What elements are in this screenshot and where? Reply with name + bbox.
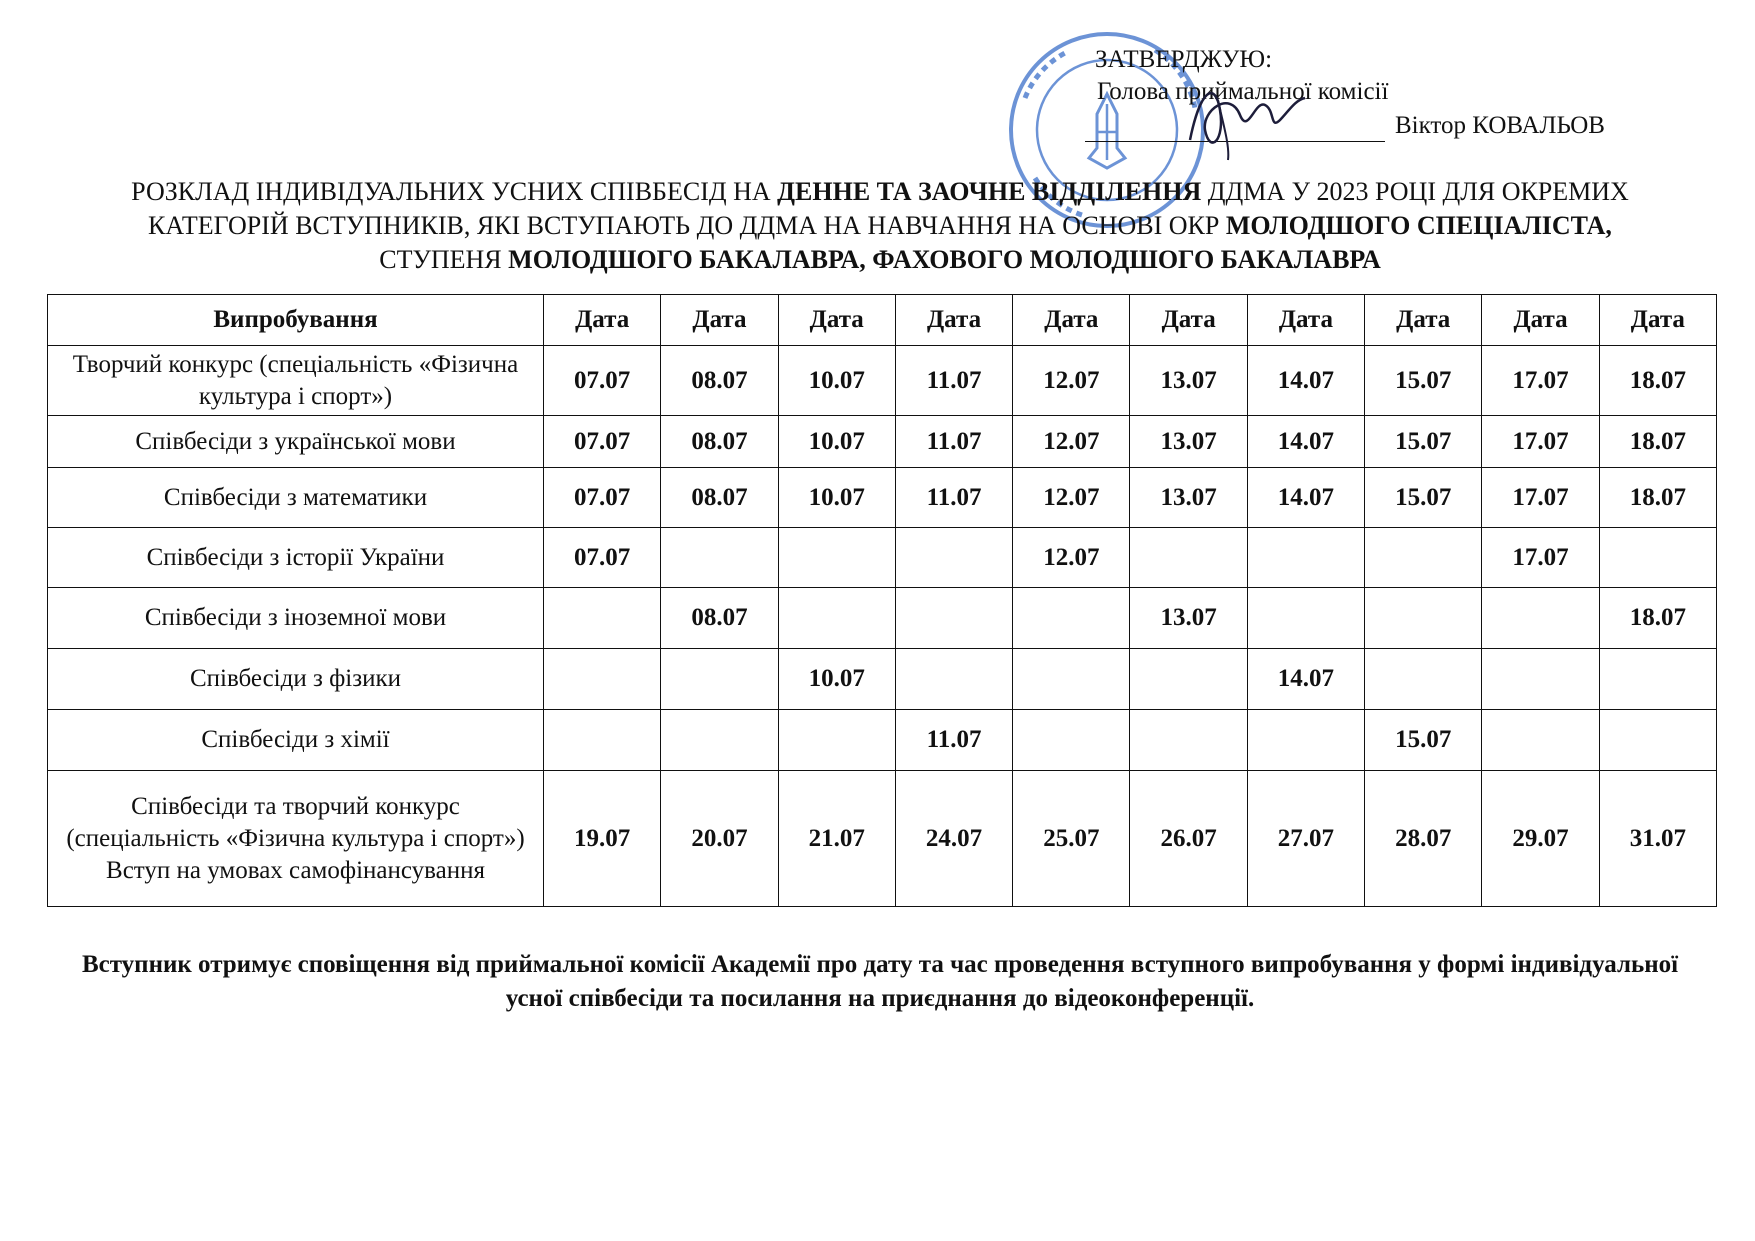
date-cell: 26.07 bbox=[1130, 771, 1247, 907]
date-cell bbox=[1599, 649, 1716, 710]
table-row bbox=[48, 649, 1717, 710]
date-cell: 12.07 bbox=[1013, 416, 1130, 468]
date-cell bbox=[1365, 649, 1482, 710]
date-cell bbox=[1365, 588, 1482, 649]
schedule-table bbox=[47, 294, 1717, 907]
row-test-name: Співбесіди з математики bbox=[48, 468, 544, 528]
date-cell: 10.07 bbox=[778, 649, 895, 710]
row-test-name: Співбесіди та творчий конкурс (спеціальність «Фізична культура і спорт») Вступ на умовах самофінансування bbox=[48, 771, 544, 907]
date-cell: 14.07 bbox=[1247, 416, 1364, 468]
date-cell bbox=[1013, 649, 1130, 710]
date-cell: 07.07 bbox=[544, 468, 661, 528]
date-cell: 18.07 bbox=[1599, 468, 1716, 528]
date-cell bbox=[778, 528, 895, 588]
date-cell bbox=[895, 649, 1012, 710]
row-test-name: Співбесіди з української мови bbox=[48, 416, 544, 468]
row-test-name: Співбесіди з хімії bbox=[48, 710, 544, 771]
date-cell: 18.07 bbox=[1599, 588, 1716, 649]
date-cell bbox=[1482, 710, 1599, 771]
header-cell: Дата bbox=[1130, 295, 1247, 346]
footer-note: Вступник отримує сповіщення від приймальної комісії Академії про дату та час проведення вступного випробування у формі індивідуальної усної співбесіди та посилання на приєднання до відеоконференції. bbox=[81, 951, 1679, 1012]
date-cell: 13.07 bbox=[1130, 416, 1247, 468]
date-cell: 17.07 bbox=[1482, 468, 1599, 528]
approval-heading: ЗАТВЕРДЖУЮ: bbox=[1095, 46, 1273, 73]
header-cell: Дата bbox=[1482, 295, 1599, 346]
date-cell: 11.07 bbox=[895, 468, 1012, 528]
date-cell: 08.07 bbox=[661, 346, 778, 416]
date-cell: 19.07 bbox=[544, 771, 661, 907]
date-cell: 24.07 bbox=[895, 771, 1012, 907]
date-cell: 15.07 bbox=[1365, 416, 1482, 468]
header-cell: Дата bbox=[895, 295, 1012, 346]
date-cell: 15.07 bbox=[1365, 710, 1482, 771]
date-cell bbox=[1130, 528, 1247, 588]
table-row bbox=[48, 588, 1717, 649]
date-cell bbox=[1599, 710, 1716, 771]
table-row bbox=[48, 416, 1717, 468]
approval-position: Голова приймальної комісії bbox=[1097, 78, 1389, 105]
date-cell bbox=[1130, 649, 1247, 710]
approver-name: Віктор КОВАЛЬОВ bbox=[1395, 112, 1605, 139]
date-cell: 11.07 bbox=[895, 710, 1012, 771]
date-cell bbox=[1599, 528, 1716, 588]
date-cell: 14.07 bbox=[1247, 346, 1364, 416]
row-test-name: Співбесіди з історії України bbox=[48, 528, 544, 588]
row-test-name: Творчий конкурс (спеціальність «Фізична культура і спорт») bbox=[48, 346, 544, 416]
date-cell bbox=[544, 710, 661, 771]
date-cell bbox=[544, 588, 661, 649]
table-row bbox=[48, 468, 1717, 528]
date-cell: 18.07 bbox=[1599, 416, 1716, 468]
date-cell: 14.07 bbox=[1247, 468, 1364, 528]
date-cell bbox=[1247, 710, 1364, 771]
date-cell: 07.07 bbox=[544, 528, 661, 588]
table-header-row bbox=[48, 295, 1717, 346]
date-cell bbox=[1482, 588, 1599, 649]
date-cell bbox=[778, 710, 895, 771]
header-cell: Дата bbox=[1247, 295, 1364, 346]
date-cell: 07.07 bbox=[544, 346, 661, 416]
date-cell: 08.07 bbox=[661, 416, 778, 468]
date-cell: 28.07 bbox=[1365, 771, 1482, 907]
date-cell: 21.07 bbox=[778, 771, 895, 907]
table-row bbox=[48, 528, 1717, 588]
date-cell: 10.07 bbox=[778, 468, 895, 528]
signature bbox=[1170, 70, 1310, 165]
table-row bbox=[48, 710, 1717, 771]
header-cell: Випробування bbox=[48, 295, 544, 346]
date-cell: 11.07 bbox=[895, 346, 1012, 416]
date-cell bbox=[544, 649, 661, 710]
date-cell bbox=[895, 588, 1012, 649]
header-cell: Дата bbox=[778, 295, 895, 346]
date-cell: 15.07 bbox=[1365, 468, 1482, 528]
date-cell: 17.07 bbox=[1482, 528, 1599, 588]
date-cell: 20.07 bbox=[661, 771, 778, 907]
header-cell: Дата bbox=[1365, 295, 1482, 346]
date-cell bbox=[661, 710, 778, 771]
date-cell bbox=[661, 528, 778, 588]
date-cell: 31.07 bbox=[1599, 771, 1716, 907]
row-test-name: Співбесіди з іноземної мови bbox=[48, 588, 544, 649]
table-row bbox=[48, 346, 1717, 416]
date-cell: 10.07 bbox=[778, 346, 895, 416]
date-cell: 07.07 bbox=[544, 416, 661, 468]
date-cell bbox=[661, 649, 778, 710]
approval-block bbox=[1085, 44, 1645, 142]
date-cell: 29.07 bbox=[1482, 771, 1599, 907]
date-cell bbox=[1365, 528, 1482, 588]
date-cell: 25.07 bbox=[1013, 771, 1130, 907]
date-cell: 12.07 bbox=[1013, 346, 1130, 416]
date-cell bbox=[895, 528, 1012, 588]
date-cell: 13.07 bbox=[1130, 588, 1247, 649]
header-cell: Дата bbox=[1013, 295, 1130, 346]
date-cell: 17.07 bbox=[1482, 346, 1599, 416]
date-cell: 13.07 bbox=[1130, 468, 1247, 528]
date-cell bbox=[1482, 649, 1599, 710]
date-cell bbox=[1013, 710, 1130, 771]
date-cell: 17.07 bbox=[1482, 416, 1599, 468]
date-cell: 11.07 bbox=[895, 416, 1012, 468]
date-cell bbox=[1013, 588, 1130, 649]
date-cell: 12.07 bbox=[1013, 528, 1130, 588]
date-cell: 10.07 bbox=[778, 416, 895, 468]
date-cell: 14.07 bbox=[1247, 649, 1364, 710]
document-title: РОЗКЛАД ІНДИВІДУАЛЬНИХ УСНИХ СПІВБЕСІД НА ДЕННЕ ТА ЗАОЧНЕ ВІДДІЛЕННЯ ДДМА У 2023 РОЦІ ДЛЯ ОКРЕМИХ КАТЕГОРІЙ ВСТУПНИКІВ, ЯКІ ВСТУПАЮТЬ ДО ДДМА НА НАВЧАННЯ НА ОСНОВІ ОКР МОЛОДШОГО СПЕЦІАЛІСТА, СТУПЕНЯ МОЛОДШОГО БАКАЛАВРА, ФАХОВОГО МОЛОДШОГО БАКАЛАВРА bbox=[131, 177, 1629, 274]
date-cell bbox=[1247, 588, 1364, 649]
date-cell bbox=[778, 588, 895, 649]
date-cell: 08.07 bbox=[661, 588, 778, 649]
date-cell: 15.07 bbox=[1365, 346, 1482, 416]
date-cell: 18.07 bbox=[1599, 346, 1716, 416]
date-cell: 08.07 bbox=[661, 468, 778, 528]
date-cell: 12.07 bbox=[1013, 468, 1130, 528]
date-cell bbox=[1247, 528, 1364, 588]
header-cell: Дата bbox=[1599, 295, 1716, 346]
table-row bbox=[48, 771, 1717, 907]
header-cell: Дата bbox=[661, 295, 778, 346]
date-cell: 27.07 bbox=[1247, 771, 1364, 907]
row-test-name: Співбесіди з фізики bbox=[48, 649, 544, 710]
header-cell: Дата bbox=[544, 295, 661, 346]
date-cell: 13.07 bbox=[1130, 346, 1247, 416]
date-cell bbox=[1130, 710, 1247, 771]
